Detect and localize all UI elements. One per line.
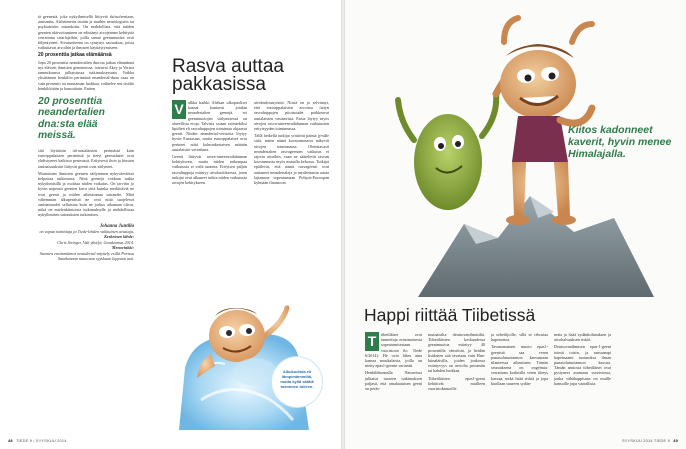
source-label: Keskeinen lähde:: [104, 234, 134, 240]
left-page: [0, 0, 341, 449]
article-title-right: Happi riittää Tiibetissä: [364, 305, 536, 325]
paragraph: netta ja lisää sydänkohtauksen ja aivohalvauksen riskiä.: [554, 332, 611, 343]
paragraph: Henkilökunnalla Natureissa julkaisu tuoreen tutkimuksen paljasti, että omalaatuisen geeni on peräs-: [365, 370, 422, 392]
author-description: on vapaa toimittaja ja Tiede-lehden vakituinen avustaja.: [39, 228, 134, 234]
tip-text: Suomen ensimmäinen neandertal-näyttely esillä Porissa Satakunnan museossa syyskuun loppuun asti.: [39, 250, 134, 262]
paragraph: aivokudosmyöntö. Niistä on jo selvinnyt, että eurooppalaisten aivoissa tietyn rasvahappojen pitoisuudet poikkeavat aasialaisten vastaavista. Ensia löytyy myös aivojen rasva-aineenvaihdunnan vaikutusten erityisyyden toiminnassa.: [254, 100, 329, 132]
subheading: 20 prosenttia jatkaa elämäänsä: [38, 52, 112, 59]
drop-cap: T: [365, 332, 379, 351]
intro-paragraph: tä geenestä, joka nykyihmisellä liittyvät skitsofreniaan, autismiin, Alzheimerin tautiin ja muihin neurologisiin tai psykiatrisiin sairauksiin. On mahdollista, että näiden geenien aktivoituminen on edistänyt aivojemme kehitystä verrattuna sisarlajeihin, joilla samat geenimuodot ovat hiljentyneet. Sivutuotteena on syntynyt sairauksia, joista vaikuttavat aivoihin ja ihmisen käyttäytymiseen.: [38, 14, 134, 51]
paragraph: [365, 332, 422, 368]
paragraph: Jopa 20 prosenttia neandertalien dna:sta jatkaa elämäänsä nyt elävien ihmisten genomeissa, toteavat Akey ja Vernot tammikuussa julkaistussa tutkimuksessaan. Vaikka yksittäinen henkilön perimästä neandertal-dnaa osaa on vain prosentti tai muutaman luokkaa, vaihtelee sen sisältö henkilöittäin ja kansoittain. Eniten: [38, 59, 134, 91]
paragraph: sitä löytäisiin itä-aasialaisten perimästä kuin eurooppalaisten perimästä ja tietyt geenialueet ovat yhdistyneet kaikissa perimissä. Erityisesti ihon ja hiusten ominaisuuksiin liittyvät geenit ovat säilyneet.: [38, 147, 134, 169]
paragraph: Tiibetiläisten epas1-geeni kehittivät muilleen vuoristokansoille: [428, 375, 485, 392]
right-column-4: [554, 332, 611, 432]
pull-quote: 20 prosenttia neandertalien dna:sta elää meissä.: [38, 95, 105, 142]
paragraph: Denisovanihmisen epas-1-geeni toimii toisin, ja runsaampi hapensaanti tuonnoksa ilman punasolutuotannon kasvua. Tämän ansiosta tiibetiläiset ovat pystyneet asumaan vuoristossa, jonka vähähappisuus on muille kansoille jopa vaarallista.: [554, 344, 611, 386]
left-column-1: [38, 14, 134, 414]
paragraph: muinaisilta denisovanihmisiltä. Tiibetiläisten keskuudessa geenimuotoa esiintyy 40 prosentilla väestöstä, ja heidän lisäkseen sitä tavataan vain Han-kiinalaisilla, joiden joukossa esiintyvyys on arviolta prosentin tai kahden luokkaa.: [428, 332, 485, 374]
author-credits: [38, 224, 134, 262]
paragraph: ja urheilijoille, sillä se tehostaa hapenottoa.: [491, 332, 548, 343]
paragraph: Tavanomainen muoto epas1-geenistä saa veren punasolutuotannon kasvamaan tilanteessa aiheuttaen. Tämän seurauksena on ongelmia: verrattuna korkealla veren tiheys kasvaa, mikä lisää riskiä ja jopa kuollaan suureen sydän-: [491, 344, 548, 386]
image-caption-bubble: Alkukodista eli lämpimämmiltä, mutta kyllä säätiä toimimen tulleen.: [272, 357, 322, 407]
footer-label: SYYSKUU 2014 TIEDE 9: [621, 438, 670, 443]
left-column-2: [172, 100, 247, 278]
drop-cap-text: alkka kaikki Afrikan ulkopuoliset kansat kantavat jotakin neandertalien geenejä, eri geenimuotojen säilymisessä on alueellista eroja. Talvisia osiaan esimerkiksi lipidien eli rasvahappojen toimintaa ohjaavat geenit. Niiden neandertal-versioita löytyy hyvin Euraasian, mutta eurooppalaiset ovat perineet niitä kolminkertaisen määrän aasialaisiin verrattuna.: [172, 100, 247, 152]
right-column-2: [428, 332, 485, 432]
paragraph: Muinaisten ihmisten geenien säilyminen nykyväestössä helpottaa tutkimusta. Niitä geenejä voidaan tutkia nykyihmisillä ja osoittaa niiden vaikutus. On tarvittu jo hyvin nopeasti geenien kuva siitä kuinka merkittäviä ne ovat geenit ja niiden aiheuttamat sairaudet. Mitä vähemmän alkuperäisiä ne ovat niitä suojelevat ominaisuudet sellaisina kuin ne joskus aikanaan olivat, mikä on mielenkiintoista tutkimukselle ja mahdollistaa nykyihmisen sairauksien tutkimisen.: [38, 170, 134, 218]
page-number: 49: [673, 438, 678, 443]
footer-right: [622, 438, 680, 443]
author-name: Johanna Juntilla: [99, 223, 134, 229]
right-column-3: [491, 332, 548, 432]
drop-cap-text: iibetiläiset ovat tunnettuja erinomaisesta sopeutumisestaan vuoristoon ilo. Tiede 6/2014): He ovat lähes aina kanssa muukalaisia, joilla on nietty epas1-geenin variantti.: [365, 332, 422, 369]
source-text: Chris Stringer, Valt yksi/jä, Gaudeamus 2014.: [57, 239, 134, 245]
right-column-1: [365, 332, 422, 432]
paragraph: Geenit liittyvät rasva-aineenvaihdunnan kehitykseen, mutta niiden tarkempaa vaikutusta ei vielä tunneta. Erityisen paljon rasvahappoja esiintyy aivokudoksessa, joten tutkijat ovat alkaneet tutkia niiden vaikutusta aivojen kehitykseen.: [172, 154, 247, 186]
article-title-left: Rasva auttaa pakkasissa: [172, 56, 284, 95]
footer-left: [6, 438, 67, 443]
tip-label: Menovinkki:: [111, 245, 134, 251]
page-number: 48: [8, 438, 13, 443]
paragraph: [172, 100, 247, 152]
drop-cap: V: [172, 100, 186, 119]
pull-quote-right: Kiitos kadonneet kaverit, hyvin menee Himalajalla.: [568, 124, 672, 160]
left-column-3: [254, 100, 329, 278]
paragraph: Tällä hetkellä tutkijat yrittävät päästä jyvälle siitä, miten nämä koostumuserot näkyvät aivojen toiminnassa. Oletettavasti neandertalien rasvageenien vaikutus ei rajoitu aivoihin, vaan ne säätelevät rasvan koostumusta myös muualla kehossa. Tutkijat epäilevät, että nämä rasvageenit ovat auttaneet neandertaleja ja myöhemmin omaa lajiamme sopeutumaan Pohjois-Euroopan kylmään ilmastoon.: [254, 133, 329, 186]
neandertal-in-ice-icon: [171, 280, 327, 430]
footer-label: TIEDE 9 / SYYSKUU 2014: [15, 438, 67, 443]
